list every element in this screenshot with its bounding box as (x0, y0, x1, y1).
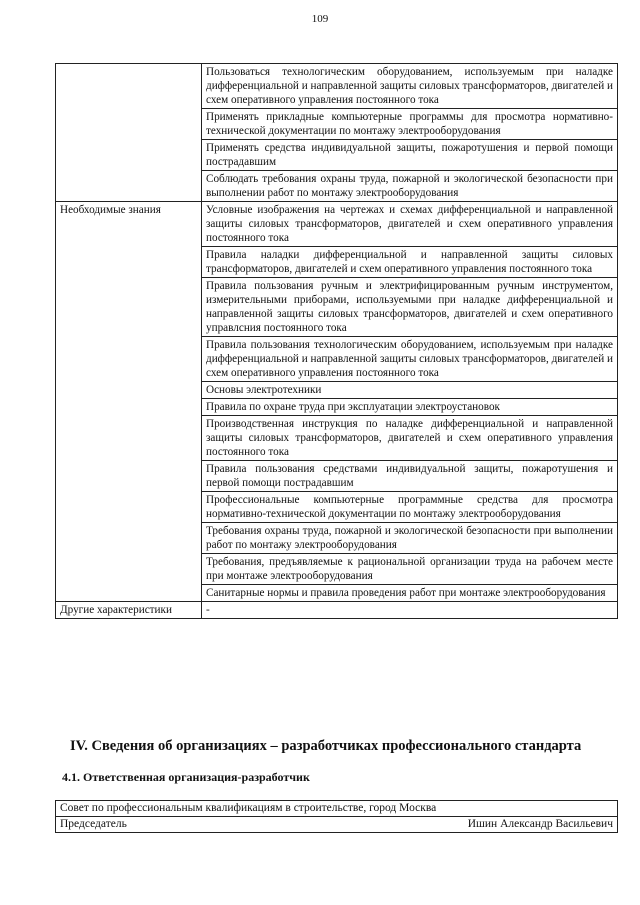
signatory-cell (56, 816, 618, 832)
table-row (56, 801, 618, 817)
knowledge-cell: Правила пользования ручным и электрифицированным ручным инструментом, измерительными приборами, используемыми при наладке дифференциальной и направленной защиты силовых трансформаторов, двигателей и схем оперативного управлсния постоянного тока (202, 278, 618, 337)
table-row (56, 64, 618, 109)
knowledge-cell: Условные изображения на чертежах и схемах дифференциальной и направленной защиты силовых трансформаторов, двигателей и схем оперативного управления постоянного тока (202, 202, 618, 247)
knowledge-cell: Требования охраны труда, пожарной и экологической безопасности при выполнении работ по монтажу электрооборудования (202, 523, 618, 554)
table-row (56, 602, 618, 619)
skill-cell: Соблюдать требования охраны труда, пожарной и экологической безопасности при выполнении работ по монтажу электрооборудования (202, 171, 618, 202)
section-title: IV. Сведения об организациях – разработчиках профессионального стандарта (70, 738, 582, 754)
page-number: 109 (311, 13, 329, 25)
skill-cell: Пользоваться технологическим оборудованием, используемым при наладке дифференциальной и направленной защиты силовых трансформаторов, двигателей и схем оперативного управления постоянного тока (202, 64, 618, 109)
organization-name: Совет по профессиональным квалификациям в строительстве, город Москва (56, 801, 618, 817)
knowledge-cell: Правила по охране труда при эксплуатации электроустановок (202, 399, 618, 416)
table-row (56, 202, 618, 247)
knowledge-cell: Правила пользования средствами индивидуальной защиты, пожаротушения и первой помощи пострадавшим (202, 461, 618, 492)
subsection-title: 4.1. Ответственная организация-разработчик (62, 770, 310, 784)
competency-table (55, 63, 618, 619)
other-characteristics-value: - (202, 602, 618, 619)
continued-label-cell (56, 64, 202, 202)
signatory-position: Председатель (60, 817, 127, 830)
knowledge-cell: Санитарные нормы и правила проведения работ при монтаже электрооборудования (202, 585, 618, 602)
knowledge-cell: Профессиональные компьютерные программные средства для просмотра нормативно-технической документации по монтажу электрооборудования (202, 492, 618, 523)
skill-cell: Применять прикладные компьютерные программы для просмотра нормативно-технической документации по монтажу электрооборудования (202, 109, 618, 140)
knowledge-cell: Правила пользования технологическим оборудованием, используемым при наладке дифференциальной и направленной защиты силовых трансформаторов, двигателей и схем оперативного управления постоянного тока (202, 337, 618, 382)
knowledge-cell: Производственная инструкция по наладке дифференциальной и направленной защиты силовых трансформаторов, двигателей и схем оперативного управления постоянного тока (202, 416, 618, 461)
table-row (56, 816, 618, 832)
knowledge-label: Необходимые знания (56, 202, 202, 602)
knowledge-cell: Правила наладки дифференциальной и направленной защиты силовых трансформаторов, двигателей и схем оперативного управления постоянного тока (202, 247, 618, 278)
skill-cell: Применять средства индивидуальной защиты, пожаротушения и первой помощи пострадавшим (202, 140, 618, 171)
knowledge-cell: Требования, предъявляемые к рациональной организации труда на рабочем месте при монтаже электрооборудования (202, 554, 618, 585)
other-characteristics-label: Другие характеристики (56, 602, 202, 619)
signatory-name: Ишин Александр Васильевич (467, 817, 613, 830)
organization-table (55, 800, 618, 833)
knowledge-cell: Основы электротехники (202, 382, 618, 399)
